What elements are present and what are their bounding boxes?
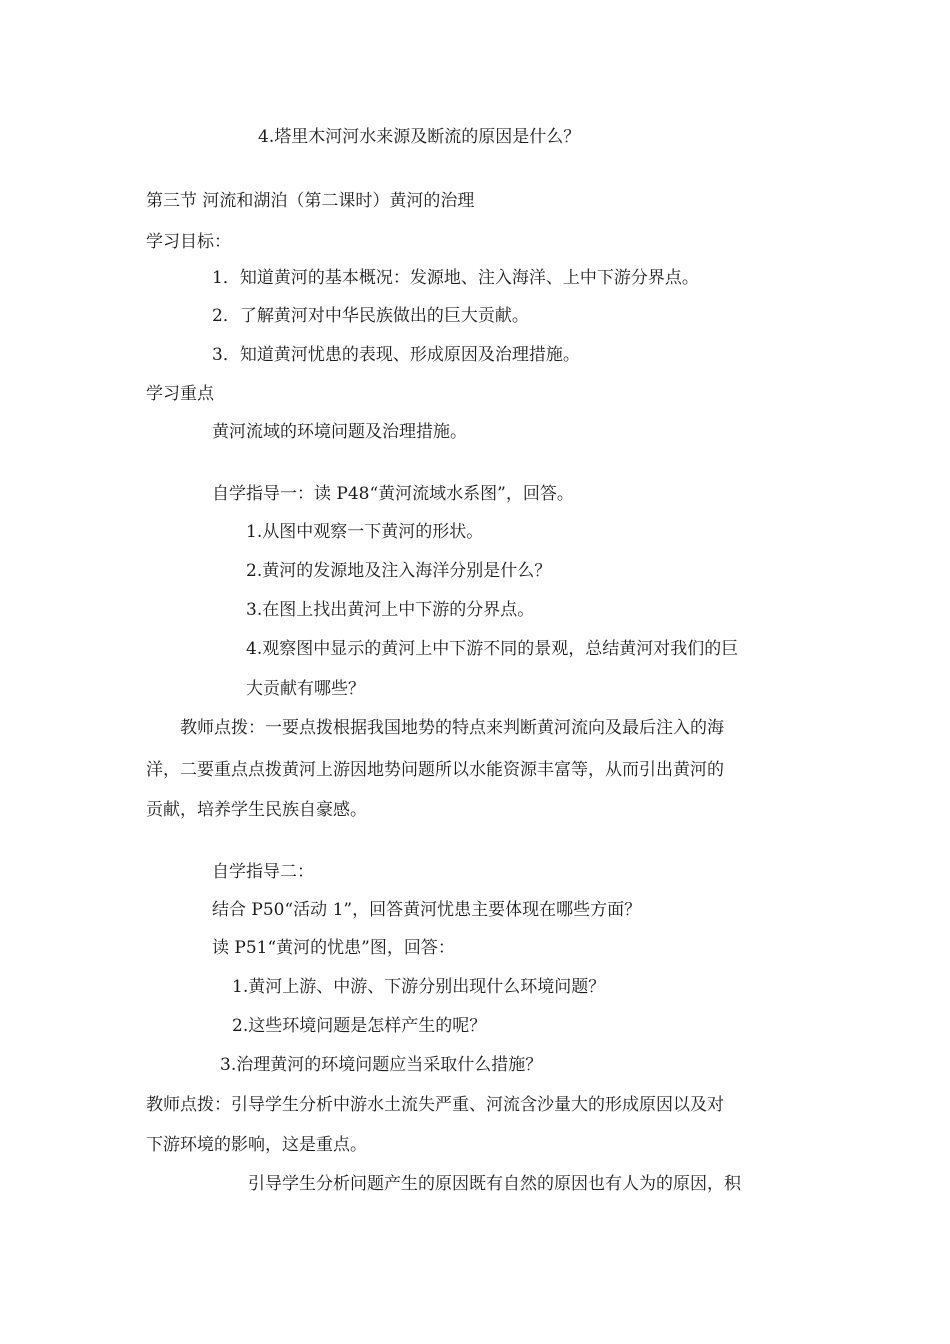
guide-1-question-4-cont: 大贡献有哪些？ xyxy=(246,679,365,699)
teacher-guidance-1-cont-2: 贡献，培养学生民族自豪感。 xyxy=(146,800,367,820)
teacher-guidance-2: 教师点拨：引导学生分析中游水土流失严重、河流含沙量大的形成原因以及对 xyxy=(146,1095,724,1115)
teacher-guidance-1-cont-1: 洋，二要重点点拨黄河上游因地势问题所以水能资源丰富等，从而引出黄河的 xyxy=(146,760,724,780)
key-points-heading: 学习重点 xyxy=(146,384,214,404)
guide-1-question-2: 2.黄河的发源地及注入海洋分别是什么？ xyxy=(246,561,552,581)
question-tarim-river: 4.塔里木河河水来源及断流的原因是什么？ xyxy=(258,127,581,147)
teacher-guidance-2-cont: 下游环境的影响，这是重点。 xyxy=(146,1135,367,1155)
guide-1-question-1: 1.从图中观察一下黄河的形状。 xyxy=(246,522,484,542)
guide-2-question-1: 1.黄河上游、中游、下游分别出现什么环境问题？ xyxy=(232,977,606,997)
objective-1: 1．知道黄河的基本概况：发源地、注入海洋、上中下游分界点。 xyxy=(212,268,699,288)
teacher-guidance-1: 教师点拨：一要点拨根据我国地势的特点来判断黄河流向及最后注入的海 xyxy=(180,718,724,738)
guide-2-question-2: 2.这些环境问题是怎样产生的呢？ xyxy=(232,1016,487,1036)
key-points-text: 黄河流域的环境问题及治理措施。 xyxy=(212,422,467,442)
guide-2-question-3: 3.治理黄河的环境问题应当采取什么措施？ xyxy=(220,1055,543,1075)
guide-2-activity: 结合 P50“活动 1”，回答黄河忧患主要体现在哪些方面？ xyxy=(212,900,642,920)
teacher-guidance-3: 引导学生分析问题产生的原因既有自然的原因也有人为的原因，积 xyxy=(248,1174,741,1194)
guide-1-question-4: 4.观察图中显示的黄河上中下游不同的景观，总结黄河对我们的巨 xyxy=(246,639,739,659)
learning-objectives-heading: 学习目标： xyxy=(146,232,231,252)
objective-3: 3．知道黄河忧患的表现、形成原因及治理措施。 xyxy=(212,345,580,365)
self-study-guide-1: 自学指导一：读 P48“黄河流域水系图”，回答。 xyxy=(212,484,574,504)
guide-2-read-map: 读 P51“黄河的忧患”图，回答： xyxy=(212,938,455,958)
guide-1-question-3: 3.在图上找出黄河上中下游的分界点。 xyxy=(246,600,535,620)
objective-2: 2．了解黄河对中华民族做出的巨大贡献。 xyxy=(212,306,529,326)
self-study-guide-2: 自学指导二： xyxy=(212,862,314,882)
section-title: 第三节 河流和湖泊（第二课时）黄河的治理 xyxy=(146,191,475,211)
